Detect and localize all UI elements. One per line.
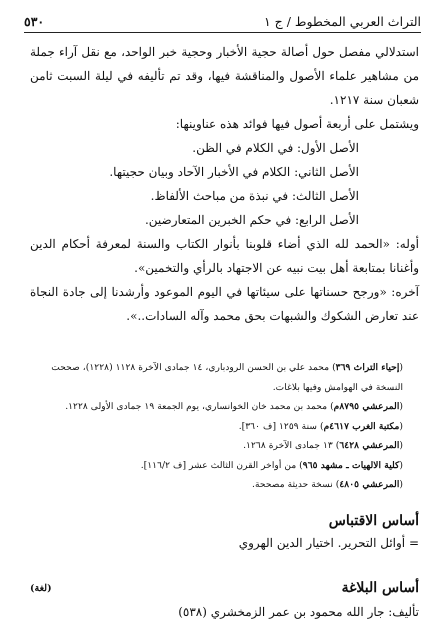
manuscript-label: المرعشي ٨٧٩٥م <box>333 401 400 412</box>
manuscript-item: (إحياء التراث ٣٦٩) محمد علي بن الحسن الرودباري، ١٤ جمادى الآخرة ١١٢٨ (١٢٢٨)، صححت النسخة في الهوامش وفيها بلاغات. <box>51 362 403 393</box>
principle-3: الأصل الثالث: في نبذة من مباحث الألفاظ. <box>150 189 359 203</box>
manuscript-label: المرعشي ٦٤٢٨ <box>339 440 400 451</box>
principle-4: الأصل الرابع: في حكم الخبرين المتعارضين. <box>144 213 359 227</box>
manuscript-label: كلية الالهيات ـ مشهد ٩٦٥ <box>302 459 400 471</box>
manuscript-item: (المرعشي ٤٨٠٥) نسخة حديثة مصححة. <box>252 479 403 490</box>
page-number: ٥٣٠ <box>24 13 45 29</box>
manuscript-item: (المرعشي ٨٧٩٥م) محمد بن محمد خان الخوانساري، يوم الجمعة ١٩ جمادى الأولى ١٢٢٨. <box>65 401 403 412</box>
manuscript-item: (المرعشي ٦٤٢٨) ١٣ جمادى الآخرة ١٢٦٨. <box>243 440 403 451</box>
ending-quote: آخره: «ورجح حسناتها على سيئاتها في اليوم الموعود وأرشدنا إلى جادة النجاة عند تعارض الشكوك والشبهات بحق محمد وآله السادات..». <box>30 285 419 323</box>
manuscript-detail: ١٣ جمادى الآخرة ١٢٦٨. <box>243 440 333 451</box>
page-header <box>24 10 421 33</box>
manuscript-item: (مكتبة الغرب ٤٦١٧م) سنة ١٢٥٩ [ف ٣٦٠]. <box>238 420 403 432</box>
intro-paragraph: استدلالي مفصل حول أصالة حجية الأخبار وحجية خبر الواحد، مع نقل آراء جملة من مشاهير علماء الأصول والمناقشة فيها، وقد تم تأليفه في ليلة السبت ثامن شعبان سنة ١٢١٧. <box>30 45 419 107</box>
author-line: تأليف: جار الله محمود بن عمر الزمخشري (٥٣٨) <box>178 605 419 619</box>
cross-reference: = أوائل التحرير. اختيار الدين الهروي <box>238 536 419 550</box>
beginning-quote: أوله: «الحمد لله الذي أضاء قلوبنا بأنوار الكتاب والسنة لمعرفة أحكام الدين وأغنانا بمتابعة أهل بيت نبيه عن الاجتهاد بالرأي والتخمين». <box>30 237 419 275</box>
entry-body <box>30 40 419 328</box>
manuscript-list <box>30 358 403 495</box>
manuscript-label: المرعشي ٤٨٠٥ <box>339 479 400 490</box>
entry-title-iqtibas: أساس الاقتباس <box>328 513 419 529</box>
manuscript-label: مكتبة الغرب ٤٦١٧م <box>323 420 400 432</box>
principle-2: الأصل الثاني: الكلام في الأخبار الآحاد وبيان حجيتها. <box>109 165 359 179</box>
running-title: التراث العربي المخطوط / ج ١ <box>263 13 421 29</box>
manuscript-label: إحياء التراث ٣٦٩ <box>335 362 400 373</box>
manuscript-detail: نسخة حديثة مصححة. <box>252 479 333 490</box>
manuscript-item: (كلية الالهيات ـ مشهد ٩٦٥) من أواخر القرن الثالث عشر [ف ١١٦/٢]. <box>140 459 403 471</box>
manuscript-detail: محمد علي بن الحسن الرودباري، ١٤ جمادى الآخرة ١١٢٨ (١٢٢٨)، صححت النسخة في الهوامش وفيها بلاغات. <box>51 362 403 393</box>
manuscript-detail: من أواخر القرن الثالث عشر [ف ١١٦/٢]. <box>140 459 297 471</box>
entry-title-balagha: أساس البلاغة <box>341 580 419 596</box>
subject-tag: (لغة) <box>30 583 52 594</box>
manuscript-detail: محمد بن محمد خان الخوانساري، يوم الجمعة ١٩ جمادى الأولى ١٢٢٨. <box>65 401 328 412</box>
principle-1: الأصل الأول: في الكلام في الظن. <box>192 141 359 155</box>
contents-intro: ويشتمل على أربعة أصول فيها فوائد هذه عناوينها: <box>175 117 419 131</box>
manuscript-detail: سنة ١٢٥٩ [ف ٣٦٠]. <box>238 420 318 432</box>
